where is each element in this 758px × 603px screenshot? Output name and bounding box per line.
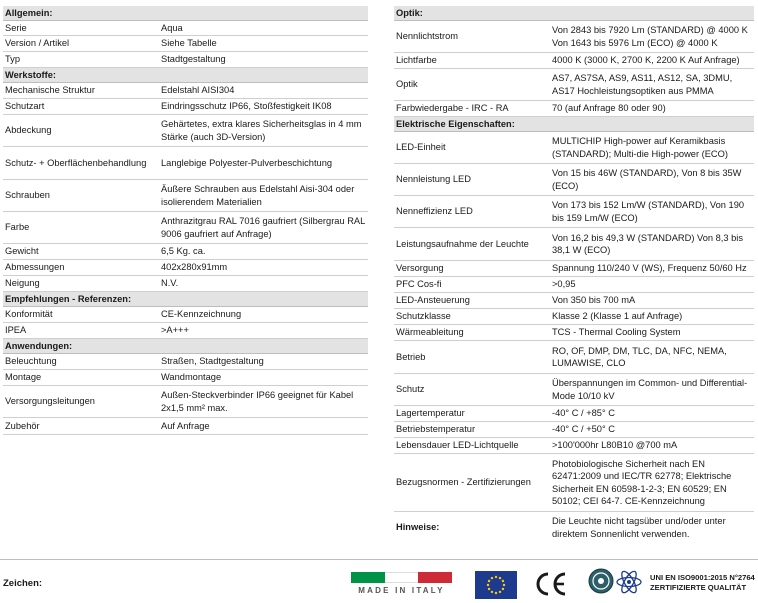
row-montage [3,370,368,386]
row-label: Lichtfarbe [396,55,437,65]
row-pfc [394,277,754,293]
eu-star-icon [502,588,504,590]
eu-star-icon [502,580,504,582]
row-value: >100'000hr L80B10 @700 mA [552,440,678,451]
eu-star-icon [503,584,505,586]
row-value: Von 2843 bis 7920 Lm (STANDARD) @ 4000 K Von 1643 bis 5976 Lm (ECO) @ 4000 K [552,25,748,48]
row-label: Schutzart [5,101,45,111]
row-label: Lebensdauer LED-Lichtquelle [396,440,519,450]
iso-line-1: UNI EN ISO9001:2015 N°2764 [650,573,755,582]
row-optik [394,69,754,101]
row-value: 70 (auf Anfrage 80 oder 90) [552,103,666,114]
row-value: Gehärtetes, extra klares Sicherheitsglas in 4 mm Stärke (auch 3D-Version) [161,119,362,142]
row-value: >0,95 [552,279,576,290]
hinweise-value: Die Leuchte nicht tagsüber und/oder unter direktem Sonnenlicht verwenden. [552,516,726,539]
row-waermeableitung [394,325,754,341]
row-label: Zubehör [5,420,40,431]
row-label: LED-Einheit [396,142,446,152]
row-serie [3,21,368,36]
row-label: Abmessungen [5,262,65,272]
footer-label: Zeichen: [3,578,43,589]
row-value: MULTICHIP High-power auf Keramikbasis (STANDARD); Multi-die High-power (ECO) [552,136,728,159]
row-value: 402x280x91mm [161,262,228,273]
row-oberflaechenbehandlung [3,147,368,180]
eu-star-icon [495,592,497,594]
row-value: RO, OF, DMP, DM, TLC, DA, NFC, NEMA, LUMAWISE, CLO [552,345,727,368]
row-label: Optik [396,79,418,89]
row-value: 6,5 Kg. ca. [161,246,206,257]
row-label: Konformität [5,309,53,319]
made-in-italy-logo [351,572,452,595]
row-label: Montage [5,372,42,382]
left-spec-column [3,6,368,435]
row-value: AS7, AS7SA, AS9, AS11, AS12, SA, 3DMU, AS17 Hochleistungsoptiken aus PMMA [552,73,733,96]
row-mechanische-struktur [3,83,368,99]
row-schutz [394,374,754,406]
row-betriebstemperatur [394,422,754,438]
section-werkstoffe: Werkstoffe: [3,68,368,83]
row-nennlichtstrom [394,21,754,53]
iso-line-2: ZERTIFIZIERTE QUALITÄT [650,583,747,592]
eu-star-icon [488,580,490,582]
row-label: Abdeckung [5,125,52,135]
row-label: Farbe [5,222,30,232]
row-value: Anthrazitgrau RAL 7016 gaufriert (Silbergrau RAL 9006 gaufriert auf Anfrage) [161,216,365,239]
row-version [3,36,368,52]
row-label: Wärmeableitung [396,327,464,337]
eu-flag-icon [475,571,517,599]
row-value: Edelstahl AISI304 [161,85,235,96]
row-label: Versorgung [396,263,444,273]
row-value: -40° C / +85° C [552,408,615,419]
row-schrauben [3,180,368,212]
eu-star-icon [499,591,501,593]
row-value: Photobiologische Sicherheit nach EN 62471:2009 und IEC/TR 62778; Elektrische Sicherheit EN 60598-1-2-3; EN 60529; EN 50102; CEI 64-7. CE-Kennzeichnung [552,458,732,506]
row-abmessungen [3,260,368,276]
row-label: LED-Ansteuerung [396,295,470,305]
row-label: Bezugsnormen - Zertifizierungen [396,477,531,487]
row-label: Nenneffizienz LED [396,206,473,216]
row-hinweise [394,512,754,543]
row-value: Wandmontage [161,372,222,383]
row-versorgungsleitungen [3,386,368,418]
row-label: PFC Cos-fi [396,279,442,289]
row-neigung [3,276,368,292]
made-in-italy-text: MADE IN ITALY [358,586,445,595]
row-konformitaet [3,307,368,323]
row-value: CE-Kennzeichnung [161,309,242,320]
row-led-ansteuerung [394,293,754,309]
row-value: Siehe Tabelle [161,38,217,49]
row-value: -40° C / +50° C [552,424,615,435]
row-zubehoer [3,418,368,435]
row-label: Schutzklasse [396,311,451,321]
eu-star-icon [491,591,493,593]
row-label: Neigung [5,278,40,288]
row-label: Betrieb [396,351,426,362]
section-elektrische-eigenschaften: Elektrische Eigenschaften: [394,117,754,132]
row-label: Gewicht [5,246,39,256]
italian-flag-icon [351,572,452,583]
row-label: Schrauben [5,190,50,200]
row-value: Von 350 bis 700 mA [552,295,636,306]
right-spec-column [394,6,754,543]
row-value: Von 16,2 bis 49,3 W (STANDARD) Von 8,3 bis 38,1 W (ECO) [552,232,744,255]
hinweise-label: Hinweise: [396,522,440,532]
row-label: Schutz- + Oberflächenbehandlung [5,157,147,168]
row-schutzart [3,99,368,115]
row-lebensdauer [394,438,754,454]
row-label: Schutz [396,384,425,394]
row-farbwiedergabe [394,101,754,117]
row-value: Spannung 110/240 V (WS), Frequenz 50/60 Hz [552,263,747,274]
row-label: Leistungsaufnahme der Leuchte [396,238,529,249]
row-value: Langlebige Polyester-Pulverbeschichtung [161,157,333,168]
row-label: Betriebstemperatur [396,424,476,434]
row-label: Beleuchtung [5,356,57,366]
row-value: TCS - Thermal Cooling System [552,327,681,338]
row-gewicht [3,244,368,260]
row-label: Serie [5,22,27,33]
eu-star-icon [491,577,493,579]
row-label: Farbwiedergabe - IRC - RA [396,103,509,113]
eu-star-icon [487,584,489,586]
row-schutzklasse [394,309,754,325]
row-label: Mechanische Struktur [5,85,95,95]
section-allgemein: Allgemein: [3,6,368,21]
eu-star-icon [499,577,501,579]
row-value: N.V. [161,278,179,289]
row-betrieb [394,341,754,374]
row-led-einheit [394,132,754,164]
atom-certification-icon [615,568,643,596]
row-value: Überspannungen im Common- und Differential-Mode 10/10 kV [552,378,748,401]
footer-divider [0,559,758,560]
row-abdeckung [3,115,368,147]
row-value: Äußere Schrauben aus Edelstahl Aisi-304 oder isolierendem Materialien [161,184,355,207]
row-nenneffizienz [394,196,754,228]
row-nennleistung [394,164,754,196]
row-label: IPEA [5,325,27,335]
row-label: Version / Artikel [5,38,70,48]
eu-star-icon [488,588,490,590]
row-typ [3,52,368,68]
row-value: Außen-Steckverbinder IP66 geeignet für Kabel 2x1,5 mm² max. [161,390,354,413]
row-beleuchtung [3,354,368,370]
row-label: Nennlichtstrom [396,31,459,41]
ce-mark-icon [534,571,568,597]
section-empfehlungen: Empfehlungen - Referenzen: [3,292,368,307]
section-anwendungen: Anwendungen: [3,339,368,354]
row-value: Auf Anfrage [161,420,210,431]
row-leistungsaufnahme [394,228,754,261]
iso-certification [650,573,758,593]
row-lichtfarbe [394,53,754,69]
row-value: Eindringsschutz IP66, Stoßfestigkeit IK08 [161,101,332,112]
row-value: 4000 K (3000 K, 2700 K, 2200 K Auf Anfrage) [552,55,740,66]
row-versorgung [394,261,754,277]
row-bezugsnormen [394,454,754,512]
row-farbe [3,212,368,244]
eu-star-icon [495,576,497,578]
row-value: Stadtgestaltung [161,54,226,65]
row-label: Nennleistung LED [396,174,471,184]
row-value: Klasse 2 (Klasse 1 auf Anfrage) [552,311,683,322]
row-value: Von 173 bis 152 Lm/W (STANDARD), Von 190 bis 159 Lm/W (ECO) [552,200,745,223]
row-value: Von 15 bis 46W (STANDARD), Von 8 bis 35W (ECO) [552,168,742,191]
row-value: Straßen, Stadtgestaltung [161,356,264,367]
row-label: Typ [5,54,20,64]
row-label: Lagertemperatur [396,408,465,418]
row-value: >A+++ [161,325,189,336]
row-label: Versorgungsleitungen [5,396,95,406]
section-optik: Optik: [394,6,754,21]
row-lagertemperatur [394,406,754,422]
row-ipea [3,323,368,339]
certification-seal-icon [588,568,614,594]
row-value: Aqua [161,22,183,33]
